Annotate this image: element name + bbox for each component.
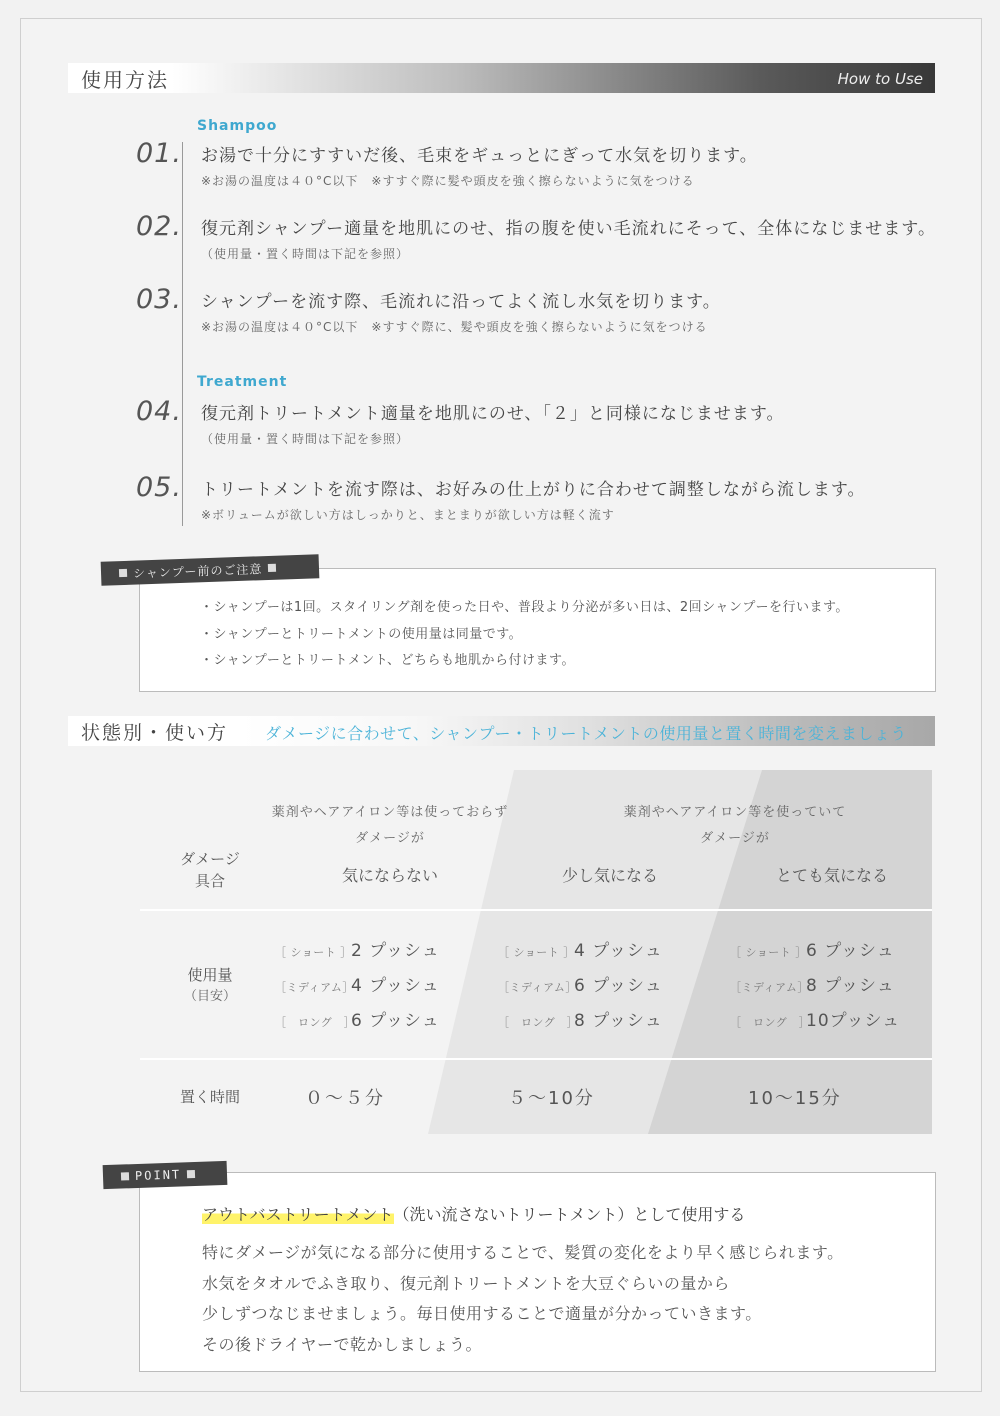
step-note: ※ボリュームが欲しい方はしっかりと、まとまりが欲しい方は軽く流す — [201, 508, 615, 522]
amount-none-long — [275, 1006, 440, 1031]
time-severe: 10～15分 — [748, 1088, 842, 1109]
row-label-line: 使用量 — [187, 966, 233, 984]
step-note: ※お湯の温度は４０°C以下 ※すすぐ際に髪や頭皮を強く擦らないように気をつける — [201, 174, 695, 188]
header-line: ダメージが — [355, 831, 425, 846]
length-label: ［ ロング ］ — [730, 1016, 811, 1029]
header-line: ダメージが — [700, 831, 770, 846]
amount-value: 8 プッシュ — [806, 976, 895, 996]
section-title: 使用方法 — [81, 67, 169, 92]
step-number: 02. — [136, 211, 182, 242]
step-number: 04. — [136, 396, 182, 427]
step-text: お湯で十分にすすいだ後、毛束をギュっとにぎって水気を切ります。 — [201, 146, 758, 166]
length-label: ［ミディアム］ — [275, 981, 354, 994]
point-heading-highlight: アウトバストリートメント — [202, 1205, 394, 1224]
step-note: ※お湯の温度は４０°C以下 ※すすぐ際に、髪や頭皮を強く擦らないように気をつける — [201, 320, 708, 334]
section-title-en: How to Use — [837, 70, 923, 88]
treatment-label: Treatment — [197, 374, 288, 390]
point-tag-label: POINT — [134, 1167, 182, 1184]
shampoo-label: Shampoo — [197, 118, 278, 134]
point-line: その後ドライヤーで乾かしましょう。 — [202, 1334, 483, 1354]
section-header-how-to-use — [68, 63, 935, 93]
time-slight: ５～10分 — [508, 1088, 595, 1109]
row-label-line: ダメージ — [180, 850, 240, 868]
length-label: ［ミディアム］ — [498, 981, 577, 994]
length-label: ［ミディアム］ — [730, 981, 809, 994]
point-heading-rest: （洗い流さないトリートメント）として使用する — [393, 1205, 746, 1224]
time-none: ０～５分 — [305, 1088, 385, 1109]
level-severe: とても気になる — [775, 866, 888, 885]
caution-item: ・シャンプーとトリートメントの使用量は同量です。 — [200, 626, 523, 642]
step-number: 03. — [136, 284, 182, 315]
square-icon — [119, 569, 127, 577]
step-number: 01. — [136, 138, 182, 169]
header-line: 薬剤やヘアアイロン等は使っておらず — [271, 805, 509, 820]
amount-value: 10プッシュ — [806, 1011, 901, 1031]
point-line: 特にダメージが気になる部分に使用することで、髪質の変化をより早く感じられます。 — [202, 1243, 844, 1262]
level-slight: 少し気になる — [561, 866, 658, 885]
step-text: 復元剤トリートメント適量を地肌にのせ、「２」と同様になじませます。 — [201, 404, 785, 424]
amount-severe-long — [730, 1006, 900, 1031]
level-none: 気にならない — [341, 866, 438, 885]
row-label-time: 置く時間 — [179, 1088, 240, 1106]
caution-tag-label: シャンプー前のご注意 — [132, 561, 263, 581]
step-number: 05. — [136, 472, 182, 503]
step-text: シャンプーを流す際、毛流れに沿ってよく流し水気を切ります。 — [201, 292, 721, 312]
step-text: 復元剤シャンプー適量を地肌にのせ、指の腹を使い毛流れにそって、全体になじませます。 — [201, 219, 936, 239]
caution-item: ・シャンプーとトリートメント、どちらも地肌から付けます。 — [200, 653, 576, 668]
square-icon — [268, 564, 276, 572]
amount-slight-long — [498, 1006, 663, 1031]
amount-value: 2 プッシュ — [351, 941, 440, 961]
amount-value: 6 プッシュ — [574, 976, 663, 996]
length-label: ［ ロング ］ — [275, 1016, 356, 1029]
point-heading — [202, 1202, 745, 1225]
steps-divider — [182, 142, 183, 526]
amount-severe-short — [730, 936, 895, 961]
amount-value: 6 プッシュ — [351, 1011, 440, 1031]
header-not-treated — [235, 800, 545, 852]
step-note: （使用量・置く時間は下記を参照） — [201, 247, 410, 261]
section-subtitle: ダメージに合わせて、シャンプー・トリートメントの使用量と置く時間を変えましょう — [265, 724, 907, 743]
amount-value: 4 プッシュ — [351, 976, 440, 996]
step-text: トリートメントを流す際は、お好みの仕上がりに合わせて調整しながら流します。 — [201, 480, 866, 500]
row-label-line: 具合 — [194, 872, 225, 890]
header-line: 薬剤やヘアアイロン等を使っていて — [623, 805, 847, 820]
row-label-amount — [160, 964, 260, 1008]
caution-item: ・シャンプーは1回。スタイリング剤を使った日や、普段より分泌が多い日は、2回シャンプーを行います。 — [200, 600, 849, 615]
step-note: （使用量・置く時間は下記を参照） — [201, 432, 410, 446]
usage-table — [140, 770, 932, 1134]
amount-severe-medium — [730, 971, 895, 996]
length-label: ［ ショート ］ — [275, 946, 352, 959]
amount-value: 6 プッシュ — [806, 941, 895, 961]
section-title: 状態別・使い方 — [81, 721, 229, 744]
amount-slight-short — [498, 936, 663, 961]
point-tag — [103, 1161, 228, 1189]
length-label: ［ ロング ］ — [498, 1016, 579, 1029]
caution-list — [200, 596, 849, 676]
row-label-damage — [160, 848, 260, 892]
length-label: ［ ショート ］ — [498, 946, 575, 959]
square-icon — [187, 1170, 195, 1178]
point-line: 水気をタオルでふき取り、復元剤トリートメントを大豆ぐらいの量から — [202, 1273, 730, 1293]
amount-value: 8 プッシュ — [574, 1011, 663, 1031]
section-header-by-condition — [68, 716, 935, 746]
amount-slight-medium — [498, 971, 663, 996]
length-label: ［ ショート ］ — [730, 946, 807, 959]
point-line: 少しずつなじませましょう。毎日使用することで適量が分かっていきます。 — [202, 1304, 762, 1323]
amount-value: 4 プッシュ — [574, 941, 663, 961]
row-label-line: （目安） — [183, 989, 236, 1004]
amount-none-medium — [275, 971, 440, 996]
point-body — [202, 1238, 844, 1360]
square-icon — [121, 1172, 129, 1180]
amount-none-short — [275, 936, 440, 961]
header-treated — [580, 800, 890, 852]
